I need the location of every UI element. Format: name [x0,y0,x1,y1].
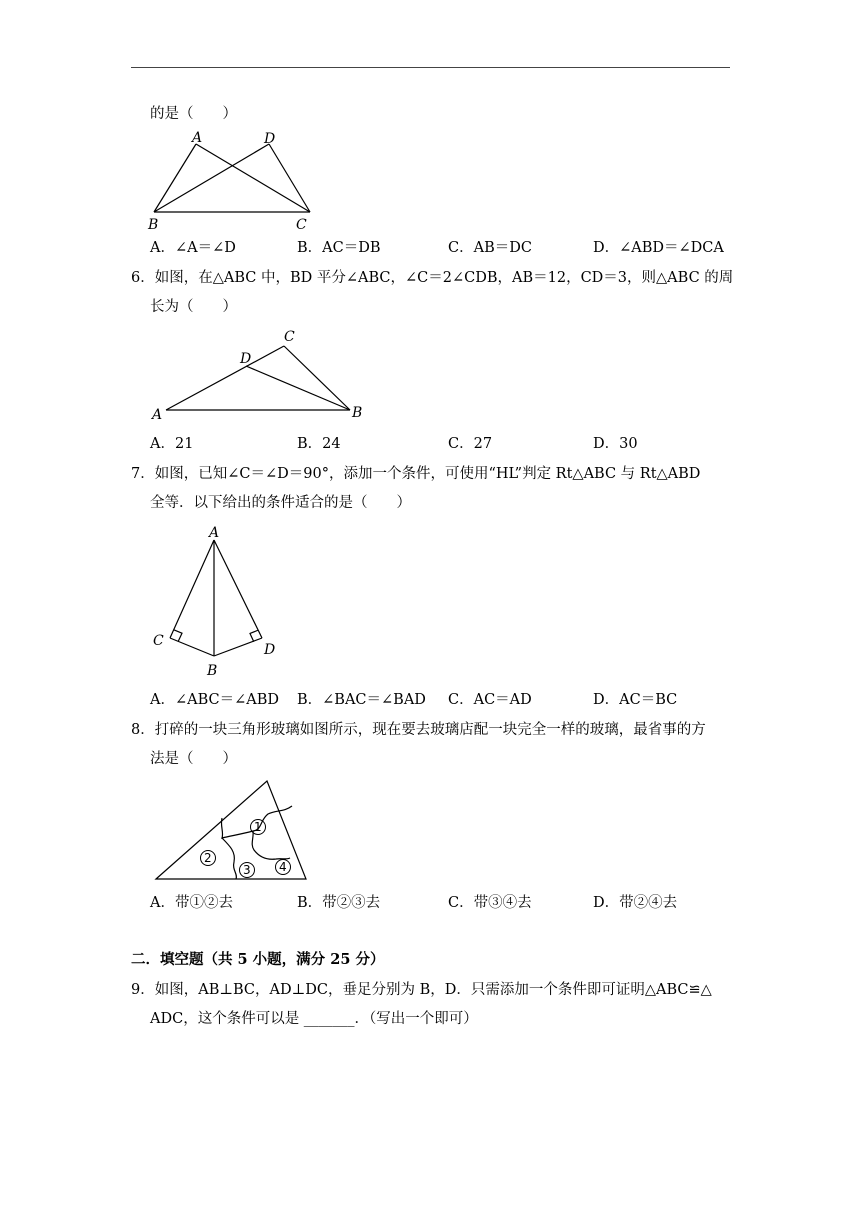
q5-figure [140,128,330,238]
q8-crack-right [252,831,290,859]
q5-option-c: C．AB＝DC [448,240,532,256]
header-rule [131,67,730,68]
q5-label-a: A [192,130,203,146]
q5-option-b: B．AC＝DB [297,240,381,256]
q6-label-d: D [240,351,252,367]
q8-figure [150,776,320,886]
q5-label-c: C [296,217,307,233]
q7-label-a: A [209,525,220,541]
q9-stem-line1: 9．如图，AB⊥BC，AD⊥DC，垂足分别为 B，D．只需添加一个条件即可证明△ABC≌△ [131,982,712,998]
q7-option-d: D．AC＝BC [593,692,678,708]
q7-option-a: A．∠ABC＝∠ABD [150,692,280,708]
q7-figure [150,522,290,682]
q6-label-a: A [152,407,163,423]
q5-tail: 的是（ ） [150,106,237,122]
q6-label-b: B [352,405,363,421]
q7-option-c: C．AC＝AD [448,692,532,708]
q6-label-c: C [284,329,295,345]
q6-option-b: B．24 [297,436,341,452]
q8-stem-line1: 8．打碎的一块三角形玻璃如图所示，现在要去玻璃店配一块完全一样的玻璃，最省事的方 [131,722,706,738]
q8-piece-3-label: 3 [243,863,251,877]
q5-label-b: B [148,217,159,233]
q9-stem-line2: ADC，这个条件可以是 _______．（写出一个即可） [150,1011,478,1027]
q8-piece-2-label: 2 [204,851,212,865]
q8-option-b: B．带②③去 [297,895,381,911]
q8-option-a: A．带①②去 [150,895,233,911]
q8-crack-left [222,838,236,879]
q8-option-d: D．带②④去 [593,895,678,911]
q7-label-b: B [207,663,218,679]
q8-piece-1-label: 1 [254,820,262,834]
q6-stem-line1: 6．如图，在△ABC 中，BD 平分∠ABC，∠C＝2∠CDB，AB＝12，CD＝3，则△ABC 的周 [131,270,734,286]
q6-option-d: D．30 [593,436,638,452]
section-2-title: 二．填空题（共 5 小题，满分 25 分） [131,951,385,968]
q7-stem-line2: 全等．以下给出的条件适合的是（ ） [150,495,411,511]
q7-stem-line1: 7．如图，已知∠C＝∠D＝90°，添加一个条件，可使用“HL”判定 Rt△ABC 与 Rt△ABD [131,466,701,482]
q6-option-c: C．27 [448,436,493,452]
q6-stem-line2: 长为（ ） [150,299,237,315]
q7-label-c: C [153,633,164,649]
q6-figure [150,325,370,425]
q8-piece-4-label: 4 [279,860,287,874]
q5-option-d: D．∠ABD＝∠DCA [593,240,724,256]
q8-option-c: C．带③④去 [448,895,532,911]
q5-option-a: A．∠A＝∠D [150,240,236,256]
q5-label-d: D [264,131,276,147]
q7-option-b: B．∠BAC＝∠BAD [297,692,426,708]
q6-option-a: A．21 [150,436,194,452]
q8-stem-line2: 法是（ ） [150,751,237,767]
q7-label-d: D [264,642,276,658]
